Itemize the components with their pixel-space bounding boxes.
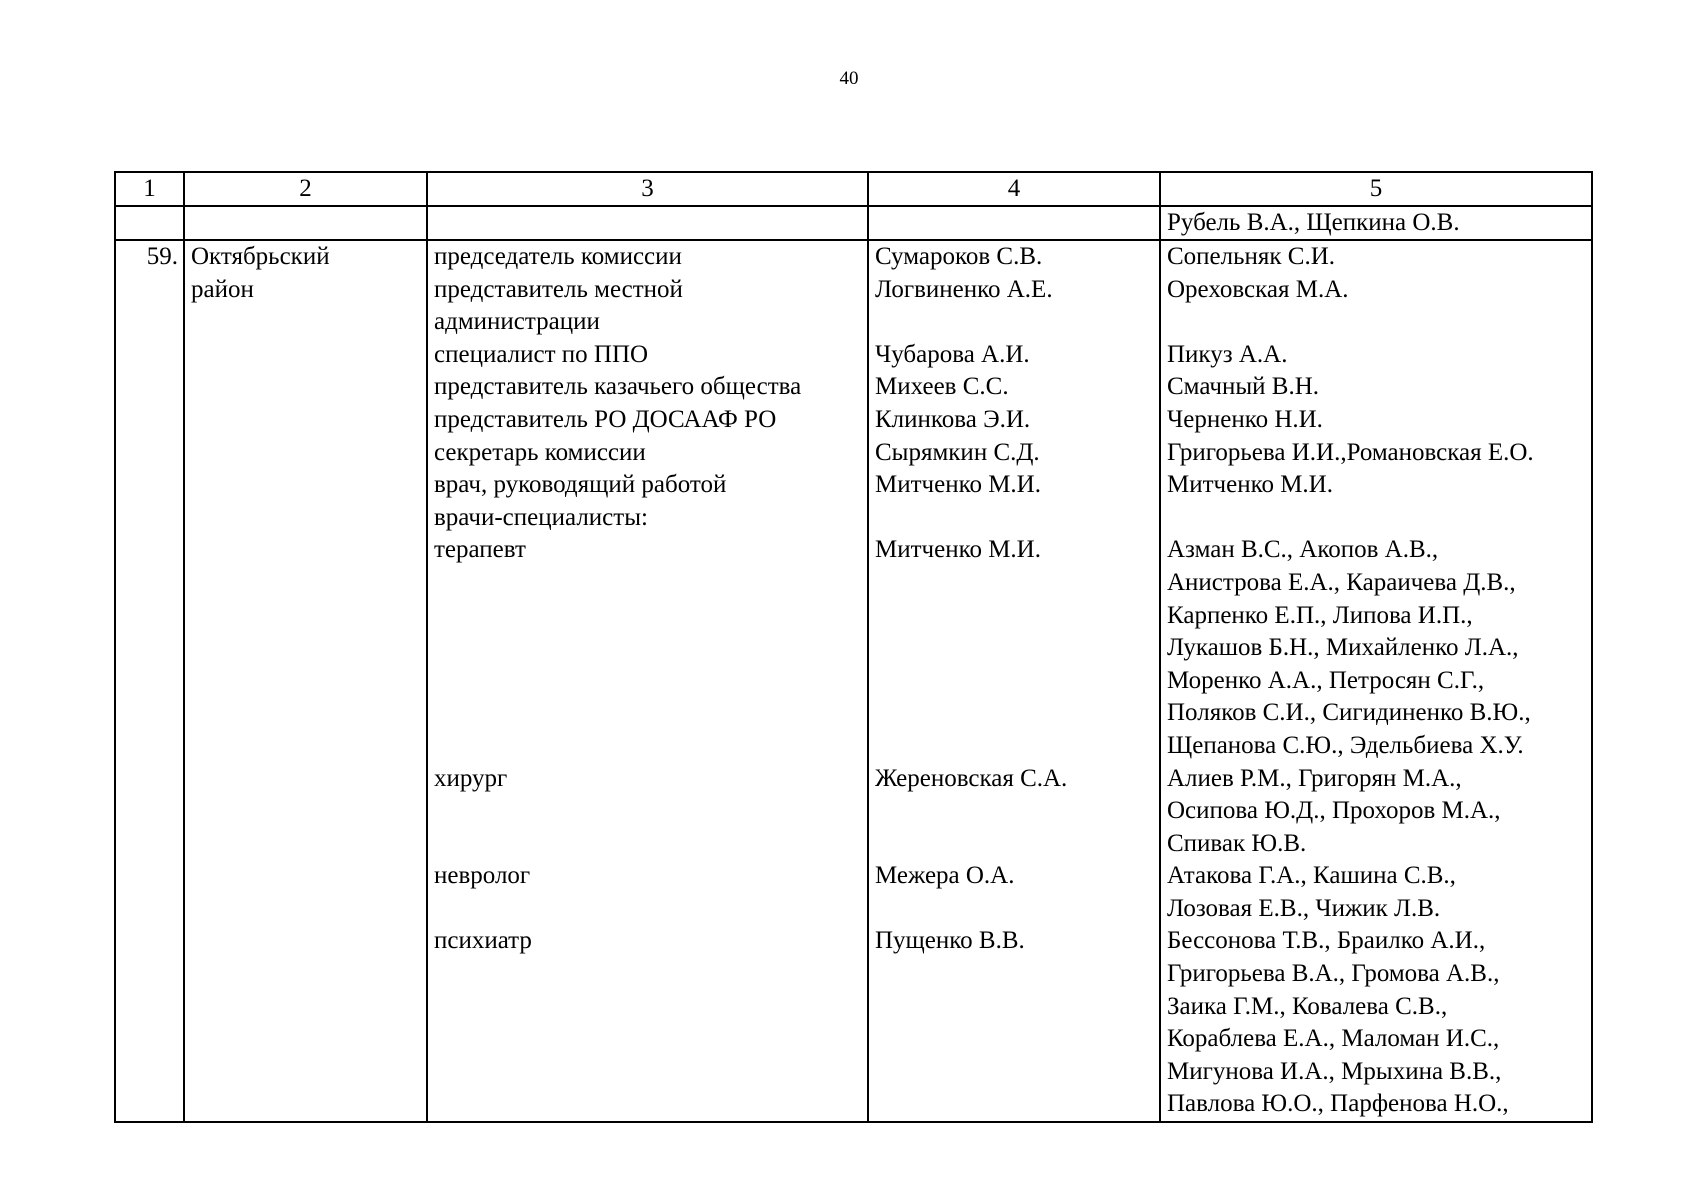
row-number: 59. bbox=[115, 240, 184, 1122]
continuation-cell-2 bbox=[184, 206, 427, 240]
member-line: Михеев С.С. bbox=[875, 373, 1009, 401]
column-header-5: 5 bbox=[1160, 172, 1592, 206]
reserve-member-line: Бессонова Т.В., Браилко А.И., bbox=[1167, 927, 1486, 955]
role-line bbox=[434, 730, 867, 763]
role-line: врач, руководящий работой bbox=[434, 471, 727, 499]
member-line bbox=[875, 306, 1159, 339]
role-line bbox=[434, 893, 867, 926]
role-line bbox=[434, 632, 867, 665]
member-line bbox=[875, 1056, 1159, 1089]
roles-cell bbox=[427, 240, 868, 1122]
member-line: Митченко М.И. bbox=[875, 471, 1041, 499]
role-line bbox=[434, 991, 867, 1024]
member-line bbox=[875, 893, 1159, 926]
member-line bbox=[875, 697, 1159, 730]
role-line: врачи-специалисты: bbox=[434, 503, 648, 531]
reserve-member-line: Азман В.С., Акопов А.В., bbox=[1167, 536, 1439, 564]
reserve-member-line: Атакова Г.А., Кашина С.В., bbox=[1167, 862, 1456, 890]
reserve-member-line: Карпенко Е.П., Липова И.П., bbox=[1167, 601, 1473, 629]
reserve-member-line: Спивак Ю.В. bbox=[1167, 829, 1307, 857]
member-line bbox=[875, 795, 1159, 828]
reserve-member-line: Кораблева Е.А., Маломан И.С., bbox=[1167, 1025, 1500, 1053]
role-line: психиатр bbox=[434, 927, 532, 955]
reserve-member-line: Осипова Ю.Д., Прохоров М.А., bbox=[1167, 797, 1501, 825]
column-header-3: 3 bbox=[427, 172, 868, 206]
page-number: 40 bbox=[839, 68, 859, 89]
member-line: Логвиненко А.Е. bbox=[875, 275, 1053, 303]
table-row bbox=[115, 240, 1592, 1122]
continuation-cell-4 bbox=[868, 206, 1160, 240]
member-line bbox=[875, 502, 1159, 535]
role-line: хирург bbox=[434, 764, 508, 792]
member-line: Жереновская С.А. bbox=[875, 764, 1068, 792]
reserve-member-line: Митченко М.И. bbox=[1167, 471, 1333, 499]
member-line bbox=[875, 991, 1159, 1024]
role-line: администрации bbox=[434, 308, 600, 336]
continuation-row bbox=[115, 206, 1592, 240]
role-line bbox=[434, 1023, 867, 1056]
member-line: Клинкова Э.И. bbox=[875, 405, 1031, 433]
reserve-member-line: Григорьева В.А., Громова А.В., bbox=[1167, 960, 1500, 988]
member-line bbox=[875, 1023, 1159, 1056]
reserve-member-line bbox=[1167, 306, 1591, 339]
role-line: представитель местной bbox=[434, 275, 683, 303]
role-line: специалист по ППО bbox=[434, 340, 649, 368]
continuation-reserve-names: Рубель В.А., Щепкина О.В. bbox=[1160, 206, 1592, 240]
column-header-4: 4 bbox=[868, 172, 1160, 206]
role-line bbox=[434, 567, 867, 600]
reserve-member-line: Ореховская М.А. bbox=[1167, 275, 1349, 303]
reserve-members-cell bbox=[1160, 240, 1592, 1122]
reserve-member-line: Лозовая Е.В., Чижик Л.В. bbox=[1167, 894, 1441, 922]
member-line bbox=[875, 828, 1159, 861]
column-header-2: 2 bbox=[184, 172, 427, 206]
member-line bbox=[875, 958, 1159, 991]
role-line bbox=[434, 697, 867, 730]
member-line bbox=[875, 1088, 1159, 1121]
role-line: представитель казачьего общества bbox=[434, 373, 802, 401]
reserve-member-line: Сопельняк С.И. bbox=[1167, 243, 1336, 270]
member-line: Пущенко В.В. bbox=[875, 927, 1025, 955]
continuation-cell-1 bbox=[115, 206, 184, 240]
table-header-row bbox=[115, 172, 1592, 206]
role-line: председатель комиссии bbox=[434, 243, 682, 270]
reserve-member-line: Поляков С.И., Сигидиненко В.Ю., bbox=[1167, 699, 1531, 727]
district-line: район bbox=[191, 275, 254, 303]
member-line bbox=[875, 730, 1159, 763]
role-line bbox=[434, 958, 867, 991]
role-line: терапевт bbox=[434, 536, 526, 564]
commission-table bbox=[114, 171, 1593, 1123]
reserve-member-line: Щепанова С.Ю., Эдельбиева Х.У. bbox=[1167, 731, 1524, 759]
reserve-member-line: Анистрова Е.А., Караичева Д.В., bbox=[1167, 568, 1516, 596]
reserve-member-line: Пикуз А.А. bbox=[1167, 340, 1288, 368]
members-cell bbox=[868, 240, 1160, 1122]
reserve-member-line bbox=[1167, 502, 1591, 535]
reserve-member-line: Лукашов Б.Н., Михайленко Л.А., bbox=[1167, 634, 1519, 662]
reserve-member-line: Черненко Н.И. bbox=[1167, 405, 1323, 433]
role-line bbox=[434, 1088, 867, 1121]
reserve-member-line: Заика Г.М., Ковалева С.В., bbox=[1167, 992, 1448, 1020]
reserve-member-line: Моренко А.А., Петросян С.Г., bbox=[1167, 666, 1485, 694]
reserve-member-line: Алиев Р.М., Григорян М.А., bbox=[1167, 764, 1462, 792]
reserve-member-line: Григорьева И.И.,Романовская Е.О. bbox=[1167, 438, 1534, 466]
role-line bbox=[434, 795, 867, 828]
column-header-1: 1 bbox=[115, 172, 184, 206]
member-line: Сырямкин С.Д. bbox=[875, 438, 1040, 466]
role-line bbox=[434, 828, 867, 861]
member-line bbox=[875, 567, 1159, 600]
district-cell bbox=[184, 240, 427, 1122]
role-line bbox=[434, 1056, 867, 1089]
role-line: секретарь комиссии bbox=[434, 438, 646, 466]
reserve-member-line: Мигунова И.А., Мрыхина В.В., bbox=[1167, 1057, 1502, 1085]
member-line bbox=[875, 665, 1159, 698]
role-line bbox=[434, 665, 867, 698]
member-line: Сумароков С.В. bbox=[875, 243, 1043, 270]
district-line: Октябрьский bbox=[191, 243, 330, 270]
member-line: Чубарова А.И. bbox=[875, 340, 1030, 368]
role-line bbox=[434, 600, 867, 633]
member-line: Митченко М.И. bbox=[875, 536, 1041, 564]
member-line bbox=[875, 632, 1159, 665]
member-line bbox=[875, 600, 1159, 633]
reserve-member-line: Павлова Ю.О., Парфенова Н.О., bbox=[1167, 1090, 1509, 1118]
role-line: невролог bbox=[434, 862, 531, 890]
reserve-member-line: Смачный В.Н. bbox=[1167, 373, 1320, 401]
member-line: Межера О.А. bbox=[875, 862, 1015, 890]
continuation-cell-3 bbox=[427, 206, 868, 240]
role-line: представитель РО ДОСААФ РО bbox=[434, 405, 777, 433]
